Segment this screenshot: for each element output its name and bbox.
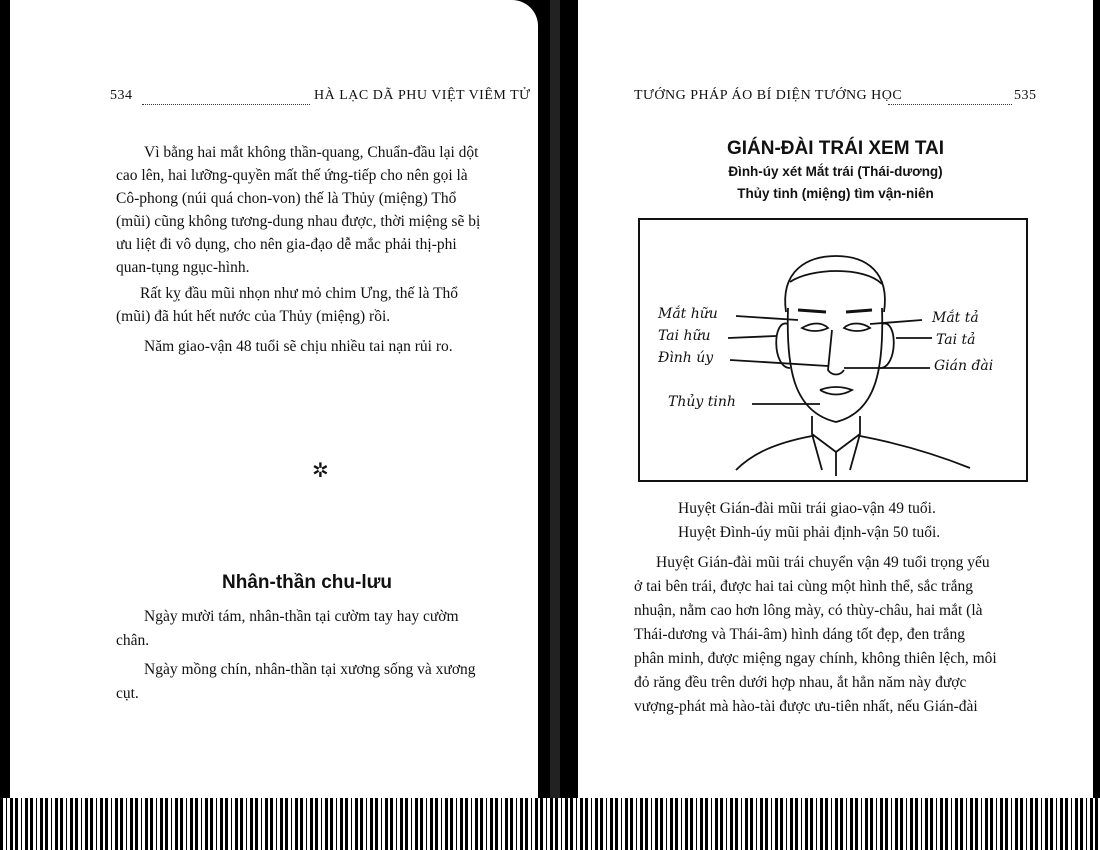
text-line: (mũi) cũng không tương-dung nhau được, thời miệng sẽ bị xyxy=(116,213,481,230)
label-mat-ta: Mắt tả xyxy=(932,310,979,326)
text-line: Cô-phong (núi quá chon-von) thế là Thủy (miệng) Thổ xyxy=(116,190,457,207)
subtitle-2: Thủy tinh (miệng) tìm vận-niên xyxy=(737,186,934,201)
label-tai-huu: Tai hữu xyxy=(658,328,711,344)
caption-line: Huyệt Gián-đài mũi trái giao-vận 49 tuổi. xyxy=(678,500,936,517)
text-line: (mũi) đã hút hết nước của Thủy (miệng) rồi. xyxy=(116,308,391,325)
running-header-right: TƯỚNG PHÁP ÁO BÍ DIỆN TƯỚNG HỌC xyxy=(634,88,903,103)
left-page xyxy=(10,0,538,798)
scan-edge-strip xyxy=(0,798,1100,850)
text-line: chân. xyxy=(116,632,150,649)
section-title: Nhân-thần chu-lưu xyxy=(222,572,392,593)
label-tai-ta: Tai tả xyxy=(936,332,976,348)
face-diagram xyxy=(638,218,1028,482)
ornament-icon: ✲ xyxy=(312,460,329,482)
text-line: phân minh, được miệng ngay chính, không thiên lệch, môi xyxy=(634,650,997,667)
label-thuy-tinh: Thủy tinh xyxy=(668,394,736,410)
label-gian-dai: Gián đài xyxy=(934,358,994,374)
text-line: Rất kỵ đầu mũi nhọn như mỏ chim Ưng, thế là Thổ xyxy=(140,285,459,302)
book-gutter xyxy=(538,0,578,798)
text-line: Ngày mồng chín, nhân-thần tại xương sống và xương xyxy=(144,661,476,678)
text-line: cao lên, hai lưỡng-quyền mất thế ứng-tiếp cho nên gọi là xyxy=(116,167,468,184)
page-title: GIÁN-ĐÀI TRÁI XEM TAI xyxy=(726,138,945,159)
text-line: đỏ răng đều trên dưới hợp nhau, ắt hẳn năm này được xyxy=(634,674,967,691)
page-number-left: 534 xyxy=(110,88,133,103)
text-line: Thái-dương và Thái-âm) hình dáng tốt đẹp, đen trắng xyxy=(634,626,965,643)
running-header-left: HÀ LẠC DÃ PHU VIỆT VIÊM TỬ xyxy=(314,88,531,103)
text-line: vượng-phát mà hào-tài được ưu-tiên nhất, nếu Gián-đài xyxy=(634,698,978,715)
text-line: nhuận, nằm cao hơn lông mày, có thùy-châu, hai mắt (là xyxy=(634,602,983,619)
right-page xyxy=(578,0,1093,798)
text-line: Ngày mười tám, nhân-thần tại cườm tay hay cườm xyxy=(144,608,459,625)
label-mat-huu: Mắt hữu xyxy=(658,306,718,322)
text-line: quan-tụng ngục-hình. xyxy=(116,259,250,276)
label-dinh-uy: Đình úy xyxy=(658,350,714,366)
subtitle-1: Đình-úy xét Mắt trái (Thái-dương) xyxy=(728,164,943,179)
text-line: Năm giao-vận 48 tuổi sẽ chịu nhiều tai nạn rủi ro. xyxy=(144,338,453,355)
caption-line: Huyệt Đình-úy mũi phải định-vận 50 tuổi. xyxy=(678,524,941,541)
header-rule-left xyxy=(142,104,310,105)
text-line: Huyệt Gián-đài mũi trái chuyển vận 49 tuổi trọng yếu xyxy=(656,554,990,571)
header-rule-right xyxy=(888,104,1012,105)
text-line: ở tai bên trái, được hai tai cùng một hình thể, sắc trắng xyxy=(634,578,974,595)
page-number-right: 535 xyxy=(1014,88,1037,103)
text-line: Vì bằng hai mắt không thần-quang, Chuẩn-đầu lại dột xyxy=(144,144,479,161)
text-line: ưu liệt đi vô dụng, cho nên gia-đạo dễ mắc phải thị-phi xyxy=(116,236,457,253)
text-line: cụt. xyxy=(116,685,139,702)
